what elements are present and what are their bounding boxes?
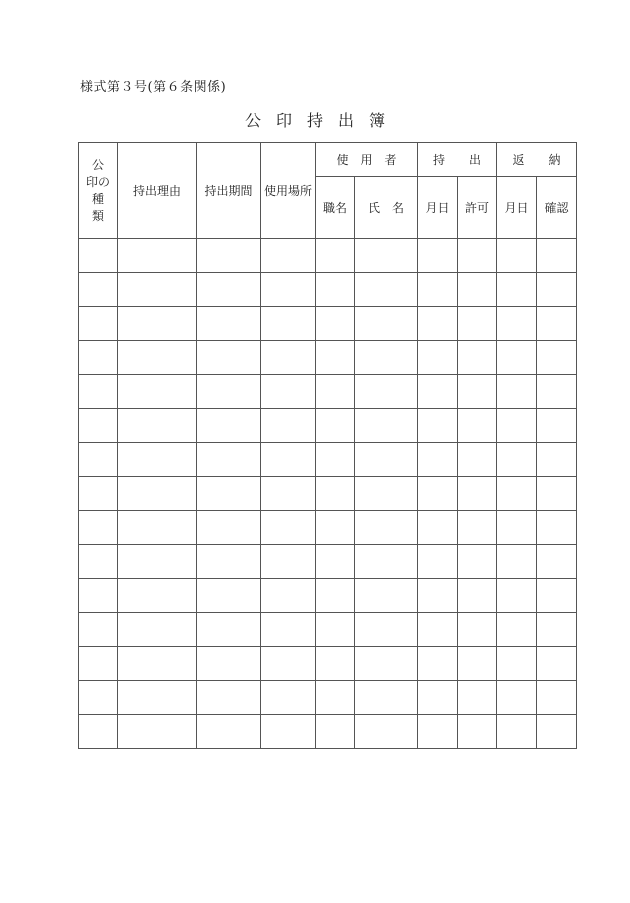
header-group-user: 使 用 者 <box>316 143 418 177</box>
cell-confirmation <box>537 307 577 341</box>
cell-location <box>261 375 316 409</box>
cell-takeout-date <box>418 443 458 477</box>
cell-reason <box>118 239 197 273</box>
cell-position <box>316 477 355 511</box>
table-row <box>79 545 577 579</box>
cell-confirmation <box>537 477 577 511</box>
cell-location <box>261 511 316 545</box>
cell-location <box>261 273 316 307</box>
header-position: 職名 <box>316 177 355 239</box>
ledger-header <box>79 143 577 239</box>
seal-takeout-ledger <box>78 142 577 749</box>
cell-permission <box>458 239 497 273</box>
table-row <box>79 511 577 545</box>
cell-position <box>316 647 355 681</box>
cell-name <box>355 681 418 715</box>
cell-reason <box>118 681 197 715</box>
cell-reason <box>118 375 197 409</box>
cell-reason <box>118 647 197 681</box>
cell-return-date <box>497 579 537 613</box>
cell-name <box>355 409 418 443</box>
cell-takeout-date <box>418 681 458 715</box>
cell-position <box>316 239 355 273</box>
cell-takeout-date <box>418 715 458 749</box>
cell-period <box>197 647 261 681</box>
cell-position <box>316 579 355 613</box>
cell-takeout-date <box>418 307 458 341</box>
header-reason: 持出理由 <box>118 143 197 239</box>
cell-seal-type <box>79 545 118 579</box>
cell-takeout-date <box>418 341 458 375</box>
cell-reason <box>118 409 197 443</box>
cell-seal-type <box>79 647 118 681</box>
cell-name <box>355 715 418 749</box>
cell-reason <box>118 477 197 511</box>
seal-type-line-2: 印の <box>85 174 110 189</box>
cell-position <box>316 341 355 375</box>
table-row <box>79 613 577 647</box>
cell-period <box>197 511 261 545</box>
table-row <box>79 647 577 681</box>
table-row <box>79 273 577 307</box>
cell-confirmation <box>537 613 577 647</box>
cell-period <box>197 443 261 477</box>
header-group-takeout: 持 出 <box>418 143 497 177</box>
header-permission: 許可 <box>458 177 497 239</box>
cell-position <box>316 375 355 409</box>
cell-return-date <box>497 715 537 749</box>
cell-seal-type <box>79 511 118 545</box>
cell-confirmation <box>537 715 577 749</box>
cell-period <box>197 715 261 749</box>
cell-reason <box>118 273 197 307</box>
cell-confirmation <box>537 239 577 273</box>
cell-return-date <box>497 375 537 409</box>
cell-name <box>355 239 418 273</box>
cell-permission <box>458 545 497 579</box>
cell-return-date <box>497 341 537 375</box>
cell-location <box>261 579 316 613</box>
seal-type-line-3: 種 <box>91 191 104 206</box>
cell-seal-type <box>79 341 118 375</box>
cell-name <box>355 647 418 681</box>
cell-takeout-date <box>418 613 458 647</box>
ledger-body <box>79 239 577 749</box>
cell-takeout-date <box>418 545 458 579</box>
cell-return-date <box>497 613 537 647</box>
seal-type-line-1: 公 <box>91 157 104 172</box>
cell-takeout-date <box>418 375 458 409</box>
cell-name <box>355 579 418 613</box>
cell-seal-type <box>79 239 118 273</box>
cell-reason <box>118 715 197 749</box>
cell-return-date <box>497 477 537 511</box>
cell-position <box>316 715 355 749</box>
header-location: 使用場所 <box>261 143 316 239</box>
cell-confirmation <box>537 579 577 613</box>
table-row <box>79 681 577 715</box>
cell-period <box>197 375 261 409</box>
cell-permission <box>458 341 497 375</box>
cell-reason <box>118 307 197 341</box>
cell-return-date <box>497 545 537 579</box>
cell-period <box>197 239 261 273</box>
cell-position <box>316 545 355 579</box>
cell-reason <box>118 545 197 579</box>
cell-location <box>261 307 316 341</box>
cell-seal-type <box>79 443 118 477</box>
cell-seal-type <box>79 307 118 341</box>
cell-permission <box>458 579 497 613</box>
cell-period <box>197 409 261 443</box>
cell-period <box>197 681 261 715</box>
cell-name <box>355 511 418 545</box>
cell-confirmation <box>537 681 577 715</box>
cell-position <box>316 307 355 341</box>
cell-location <box>261 443 316 477</box>
form-number: 様式第３号(第６条関係) <box>80 80 227 95</box>
cell-takeout-date <box>418 409 458 443</box>
table-row <box>79 579 577 613</box>
cell-seal-type <box>79 579 118 613</box>
cell-return-date <box>497 307 537 341</box>
cell-position <box>316 511 355 545</box>
cell-permission <box>458 307 497 341</box>
cell-seal-type <box>79 613 118 647</box>
cell-permission <box>458 511 497 545</box>
cell-period <box>197 477 261 511</box>
table-row <box>79 477 577 511</box>
cell-takeout-date <box>418 239 458 273</box>
cell-permission <box>458 681 497 715</box>
cell-position <box>316 443 355 477</box>
header-confirmation: 確認 <box>537 177 577 239</box>
cell-confirmation <box>537 341 577 375</box>
cell-location <box>261 477 316 511</box>
cell-period <box>197 341 261 375</box>
cell-location <box>261 341 316 375</box>
cell-return-date <box>497 443 537 477</box>
cell-takeout-date <box>418 647 458 681</box>
cell-confirmation <box>537 545 577 579</box>
cell-name <box>355 375 418 409</box>
header-seal-type <box>79 143 118 239</box>
cell-takeout-date <box>418 579 458 613</box>
header-name: 氏 名 <box>355 177 418 239</box>
cell-confirmation <box>537 409 577 443</box>
cell-period <box>197 307 261 341</box>
header-return-date: 月日 <box>497 177 537 239</box>
cell-confirmation <box>537 511 577 545</box>
cell-takeout-date <box>418 273 458 307</box>
cell-permission <box>458 375 497 409</box>
cell-reason <box>118 613 197 647</box>
cell-reason <box>118 511 197 545</box>
cell-permission <box>458 715 497 749</box>
cell-location <box>261 409 316 443</box>
cell-confirmation <box>537 375 577 409</box>
header-row-top <box>79 143 577 177</box>
cell-location <box>261 239 316 273</box>
header-takeout-date: 月日 <box>418 177 458 239</box>
cell-permission <box>458 409 497 443</box>
cell-confirmation <box>537 647 577 681</box>
table-row <box>79 307 577 341</box>
cell-reason <box>118 579 197 613</box>
cell-position <box>316 681 355 715</box>
cell-confirmation <box>537 443 577 477</box>
cell-takeout-date <box>418 477 458 511</box>
seal-type-line-4: 類 <box>91 208 104 223</box>
table-row <box>79 341 577 375</box>
cell-seal-type <box>79 477 118 511</box>
cell-seal-type <box>79 375 118 409</box>
cell-return-date <box>497 511 537 545</box>
cell-location <box>261 681 316 715</box>
cell-location <box>261 545 316 579</box>
cell-period <box>197 545 261 579</box>
cell-seal-type <box>79 273 118 307</box>
cell-permission <box>458 613 497 647</box>
cell-return-date <box>497 409 537 443</box>
cell-name <box>355 477 418 511</box>
table-row <box>79 715 577 749</box>
cell-reason <box>118 443 197 477</box>
table-row <box>79 375 577 409</box>
cell-position <box>316 613 355 647</box>
cell-return-date <box>497 239 537 273</box>
header-period: 持出期間 <box>197 143 261 239</box>
cell-name <box>355 443 418 477</box>
cell-location <box>261 613 316 647</box>
form-title: 公印持出簿 <box>244 111 400 130</box>
cell-permission <box>458 647 497 681</box>
cell-return-date <box>497 647 537 681</box>
cell-name <box>355 545 418 579</box>
cell-position <box>316 273 355 307</box>
header-group-return: 返 納 <box>497 143 577 177</box>
cell-return-date <box>497 681 537 715</box>
cell-position <box>316 409 355 443</box>
cell-permission <box>458 477 497 511</box>
cell-seal-type <box>79 409 118 443</box>
cell-period <box>197 273 261 307</box>
cell-name <box>355 613 418 647</box>
cell-takeout-date <box>418 511 458 545</box>
cell-period <box>197 613 261 647</box>
cell-name <box>355 307 418 341</box>
cell-permission <box>458 443 497 477</box>
table-row <box>79 239 577 273</box>
cell-name <box>355 273 418 307</box>
cell-seal-type <box>79 715 118 749</box>
table-row <box>79 443 577 477</box>
cell-seal-type <box>79 681 118 715</box>
cell-reason <box>118 341 197 375</box>
cell-location <box>261 647 316 681</box>
cell-location <box>261 715 316 749</box>
table-row <box>79 409 577 443</box>
cell-return-date <box>497 273 537 307</box>
cell-period <box>197 579 261 613</box>
cell-confirmation <box>537 273 577 307</box>
cell-name <box>355 341 418 375</box>
cell-permission <box>458 273 497 307</box>
